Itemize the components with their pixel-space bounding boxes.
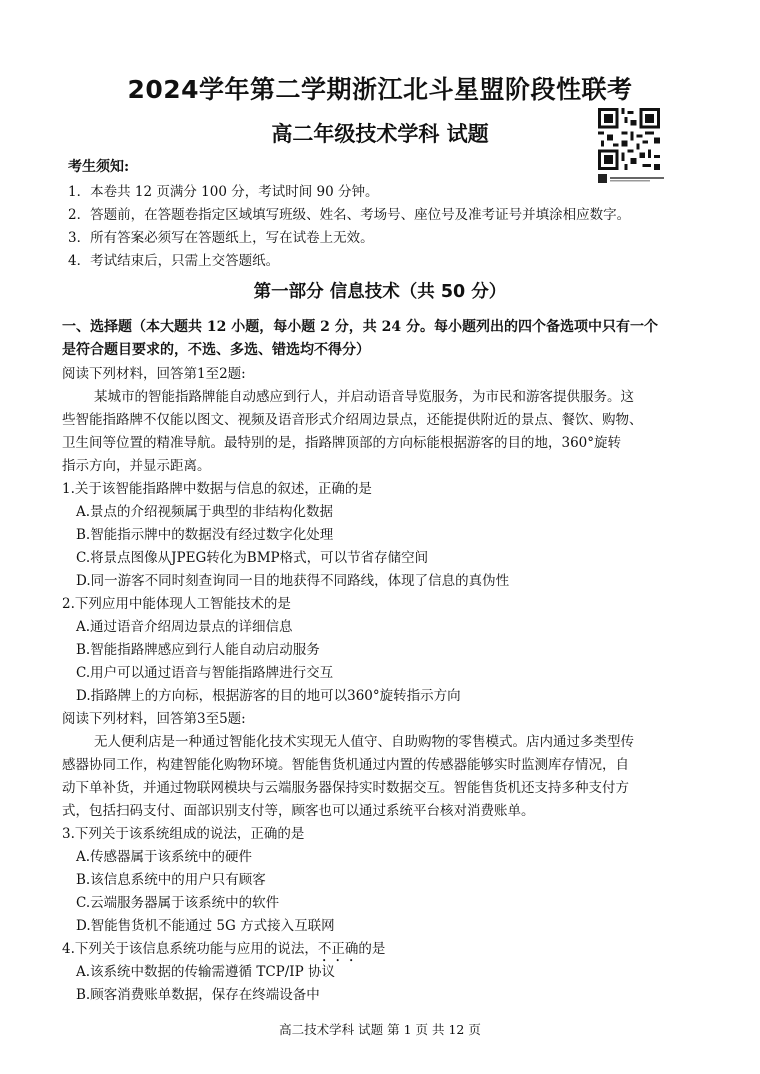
option-c: C.云端服务器属于该系统中的软件 xyxy=(76,895,280,911)
option-a: A.传感器属于该系统中的硬件 xyxy=(76,849,253,865)
option-d: D.智能售货机不能通过 5G 方式接入互联网 xyxy=(76,918,335,934)
material-line: 些智能指路牌不仅能以图文、视频及语音形式介绍周边景点，还能提供附近的景点、餐饮、购物、 xyxy=(62,412,643,428)
option-b: B.智能指示牌中的数据没有经过数字化处理 xyxy=(76,527,334,543)
material-line: 无人便利店是一种通过智能化技术实现无人值守、自助购物的零售模式。店内通过多类型传 xyxy=(94,734,634,750)
notes-item: 3．所有答案必须写在答题纸上，写在试卷上无效。 xyxy=(68,230,374,246)
option-a: A.景点的介绍视频属于典型的非结构化数据 xyxy=(76,504,334,520)
material-line: 卫生间等位置的精准导航。最特别的是，指路牌顶部的方向标能根据游客的目的地，360°旋转 xyxy=(62,435,622,451)
option-b: B.该信息系统中的用户只有顾客 xyxy=(76,872,266,888)
option-a: A.通过语音介绍周边景点的详细信息 xyxy=(76,619,293,635)
notes-item: 1．本卷共 12 页满分 100 分，考试时间 90 分钟。 xyxy=(68,184,379,200)
material-line: 某城市的智能指路牌能自动感应到行人，并启动语音导览服务，为市民和游客提供服务。这 xyxy=(94,389,634,405)
option-b: B.智能指路牌感应到行人能自动启动服务 xyxy=(76,642,320,658)
section-instruction: 一、选择题（本大题共 12 小题，每小题 2 分，共 24 分。每小题列出的四个备选项中只有一个 xyxy=(62,319,658,335)
option-d: D.同一游客不同时刻查询同一目的地获得不同路线，体现了信息的真伪性 xyxy=(76,573,510,589)
question-stem-post: 的是 xyxy=(358,941,386,957)
material-line: 指示方向，并显示距离。 xyxy=(62,458,211,474)
page-footer: 高二技术学科 试题 第 1 页 共 12 页 xyxy=(279,1022,481,1037)
material-line: 式，包括扫码支付、面部识别支付等，顾客也可以通过系统平台核对消费账单。 xyxy=(62,803,535,819)
exam-title: 2024学年第二学期浙江北斗星盟阶段性联考 xyxy=(127,75,633,104)
option-a: A.该系统中数据的传输需遵循 TCP/IP 协议 xyxy=(76,964,336,980)
question-stem: 1.关于该智能指路牌中数据与信息的叙述，正确的是 xyxy=(62,481,372,497)
option-d: D.指路牌上的方向标，根据游客的目的地可以360°旋转指示方向 xyxy=(76,688,461,704)
question-stem: 3.下列关于该系统组成的说法，正确的是 xyxy=(62,826,305,842)
option-c: C.用户可以通过语音与智能指路牌进行交互 xyxy=(76,665,334,681)
question-stem-pre: 4.下列关于该信息系统功能与应用的说法， xyxy=(62,941,318,957)
exam-subtitle: 高二年级技术学科 试题 xyxy=(271,121,489,146)
material-intro: 阅读下列材料，回答第1至2题: xyxy=(62,366,246,382)
notes-item: 4．考试结束后，只需上交答题纸。 xyxy=(68,253,280,269)
notes-heading: 考生须知: xyxy=(68,159,130,175)
material-line: 动下单补货，并通过物联网模块与云端服务器保持实时数据交互。智能售货机还支持多种支付方 xyxy=(62,780,629,796)
material-intro: 阅读下列材料，回答第3至5题: xyxy=(62,711,246,727)
qr-code-icon xyxy=(598,108,660,170)
question-stem: 2.下列应用中能体现人工智能技术的是 xyxy=(62,596,291,612)
material-line: 感器协同工作，构建智能化购物环境。智能售货机通过内置的传感器能够实时监测库存情况，自 xyxy=(62,757,629,773)
qr-caption-logo-icon xyxy=(598,174,666,183)
section-instruction: 是符合题目要求的，不选、多选、错选均不得分） xyxy=(62,342,370,358)
notes-item: 2．答题前，在答题卷指定区域填写班级、姓名、考场号、座位号及准考证号并填涂相应数字。 xyxy=(68,207,631,223)
option-b: B.顾客消费账单数据，保存在终端设备中 xyxy=(76,987,320,1003)
emphasis-text: 不正确 xyxy=(317,941,359,957)
option-c: C.将景点图像从JPEG转化为BMP格式，可以节省存储空间 xyxy=(76,550,429,566)
section-title: 第一部分 信息技术（共 50 分） xyxy=(253,282,507,302)
